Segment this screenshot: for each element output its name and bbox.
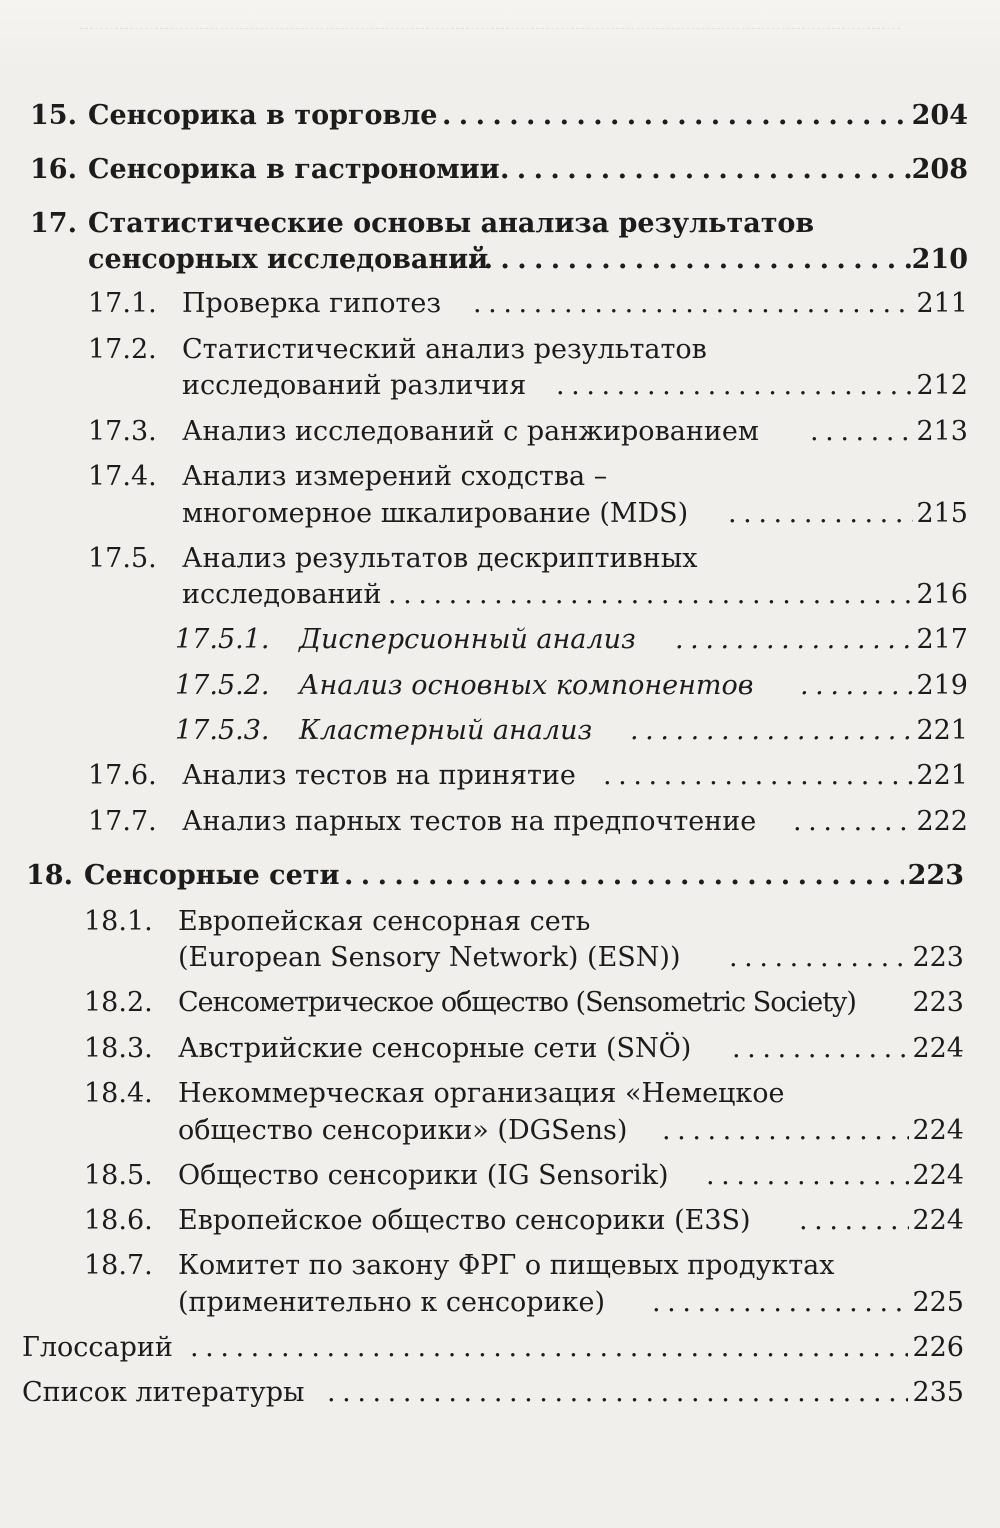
entry-page: 211 — [916, 288, 968, 319]
toc-entry-continuation — [30, 240, 968, 280]
entry-number: 18.5. — [84, 1160, 153, 1191]
toc-entry — [26, 856, 964, 896]
toc-entry — [88, 802, 968, 842]
entry-page: 223 — [912, 987, 964, 1018]
entry-number: 17.5.2. — [175, 670, 270, 701]
entry-title: Сенсорика в гастрономии — [88, 154, 500, 185]
toc-entry-continuation — [84, 938, 964, 978]
entry-title: общество сенсорики» (DGSens) — [178, 1115, 628, 1146]
toc-entry — [22, 1373, 964, 1413]
entry-page: 210 — [911, 244, 968, 275]
entry-title: многомерное шкалирование (MDS) — [182, 498, 689, 529]
toc-entry — [84, 1029, 964, 1069]
dot-leader — [728, 494, 913, 534]
toc-entry-continuation — [88, 494, 968, 534]
entry-page: 221 — [916, 760, 968, 791]
entry-title: Анализ измерений сходства – — [182, 461, 608, 492]
header-bleed-through — [80, 28, 900, 45]
entry-number: 17.7. — [88, 806, 157, 837]
toc-entry — [88, 756, 968, 796]
dot-leader — [799, 1201, 909, 1241]
dot-leader — [442, 96, 912, 136]
entry-number: 18.3. — [84, 1033, 153, 1064]
entry-number: 17.3. — [88, 416, 157, 447]
entry-title: Европейское общество сенсорики (E3S) — [178, 1205, 751, 1236]
entry-page: 223 — [912, 942, 964, 973]
entry-page: 216 — [916, 579, 968, 610]
entry-title: Австрийские сенсорные сети (SNÖ) — [178, 1033, 692, 1064]
dot-leader — [810, 412, 913, 452]
dot-leader — [630, 711, 913, 751]
toc-entry — [30, 204, 968, 244]
entry-title: исследований — [182, 579, 382, 610]
entry-number: 18.6. — [84, 1205, 153, 1236]
entry-title: Анализ основных компонентов — [299, 670, 754, 701]
entry-title: Проверка гипотез — [182, 288, 442, 319]
dot-leader — [190, 1328, 908, 1368]
toc-entry-continuation — [84, 1111, 964, 1151]
entry-title: Комитет по закону ФРГ о пищевых продуктах — [178, 1250, 835, 1281]
toc-entry — [22, 1328, 964, 1368]
entry-page: 223 — [907, 860, 964, 891]
toc-entry — [84, 902, 964, 942]
toc-entry — [175, 620, 968, 660]
toc-entry — [84, 1201, 964, 1241]
entry-title: сенсорных исследований — [88, 244, 489, 275]
entry-page: 208 — [911, 154, 968, 185]
entry-title: Статистические основы анализа результатов — [88, 208, 815, 239]
toc-entry — [30, 96, 968, 136]
entry-number: 17. — [30, 208, 77, 239]
entry-title: (European Sensory Network) (ESN)) — [178, 942, 681, 973]
entry-title: Кластерный анализ — [299, 715, 593, 746]
dot-leader — [706, 1156, 909, 1196]
toc-entry-continuation — [84, 1283, 964, 1323]
toc-entry — [84, 1156, 964, 1196]
entry-number: 18.1. — [84, 906, 153, 937]
dot-leader — [344, 856, 904, 896]
dot-leader — [388, 575, 913, 615]
entry-page: 224 — [912, 1205, 964, 1236]
dot-leader — [793, 802, 913, 842]
entry-number: 17.1. — [88, 288, 157, 319]
entry-title: (применительно к сенсорике) — [178, 1287, 605, 1318]
entry-title: Глоссарий — [22, 1332, 173, 1363]
entry-page: 204 — [911, 100, 968, 131]
entry-page: 212 — [916, 370, 968, 401]
dot-leader — [800, 666, 913, 706]
running-header — [0, 0, 1000, 70]
dot-leader — [473, 284, 913, 324]
dot-leader — [675, 620, 913, 660]
toc-entry — [175, 666, 968, 706]
entry-number: 18. — [26, 860, 73, 891]
entry-number: 18.4. — [84, 1078, 153, 1109]
entry-page: 219 — [916, 670, 968, 701]
entry-number: 17.2. — [88, 334, 157, 365]
entry-number: 18.2. — [84, 987, 153, 1018]
entry-number: 16. — [30, 154, 77, 185]
entry-title: Сенсорные сети — [84, 860, 340, 891]
entry-title: Общество сенсорики (IG Sensorik) — [178, 1160, 669, 1191]
toc-entry — [84, 1246, 964, 1286]
dot-leader — [729, 938, 909, 978]
toc-entry-continuation — [88, 575, 968, 615]
toc-entry — [88, 412, 968, 452]
entry-page: 222 — [916, 806, 968, 837]
dot-leader — [603, 756, 913, 796]
entry-title: Анализ результатов дескриптивных — [182, 543, 698, 574]
dot-leader — [327, 1373, 908, 1413]
entry-number: 17.5.1. — [175, 624, 270, 655]
entry-title: Статистический анализ результатов — [182, 334, 707, 365]
entry-page: 235 — [912, 1377, 964, 1408]
toc-entry — [88, 457, 968, 497]
entry-page: 213 — [916, 416, 968, 447]
entry-page: 225 — [912, 1287, 964, 1318]
toc-entry — [88, 330, 968, 370]
entry-page: 224 — [912, 1033, 964, 1064]
entry-title: Сенсорика в торговле — [88, 100, 438, 131]
dot-leader — [450, 240, 912, 280]
entry-title: исследований различия — [182, 370, 527, 401]
entry-title: Европейская сенсорная сеть — [178, 906, 591, 937]
entry-page: 215 — [916, 498, 968, 529]
entry-number: 17.5. — [88, 543, 157, 574]
dot-leader — [500, 150, 912, 190]
toc-entry — [84, 1074, 964, 1114]
dot-leader — [652, 1283, 909, 1323]
entry-page: 224 — [912, 1115, 964, 1146]
entry-title: Список литературы — [22, 1377, 305, 1408]
entry-number: 15. — [30, 100, 77, 131]
entry-number: 17.4. — [88, 461, 157, 492]
toc-entry — [30, 150, 968, 190]
entry-number: 18.7. — [84, 1250, 153, 1281]
entry-title: Анализ тестов на принятие — [182, 760, 576, 791]
toc-entry-continuation — [88, 366, 968, 406]
entry-title: Сенсометрическое общество (Sensometric Society) — [178, 987, 856, 1018]
entry-page: 226 — [912, 1332, 964, 1363]
entry-page: 221 — [916, 715, 968, 746]
entry-title: Анализ исследований с ранжированием — [182, 416, 759, 447]
dot-leader — [556, 366, 913, 406]
dot-leader — [732, 1029, 909, 1069]
dot-leader — [662, 1111, 909, 1151]
entry-number: 17.5.3. — [175, 715, 270, 746]
toc-entry — [84, 983, 964, 1023]
entry-title: Анализ парных тестов на предпочтение — [182, 806, 757, 837]
entry-page: 224 — [912, 1160, 964, 1191]
toc-entry — [88, 539, 968, 579]
toc-entry — [88, 284, 968, 324]
toc-entry — [175, 711, 968, 751]
entry-page: 217 — [916, 624, 968, 655]
entry-title: Дисперсионный анализ — [299, 624, 636, 655]
entry-title: Некоммерческая организация «Немецкое — [178, 1078, 785, 1109]
entry-number: 17.6. — [88, 760, 157, 791]
